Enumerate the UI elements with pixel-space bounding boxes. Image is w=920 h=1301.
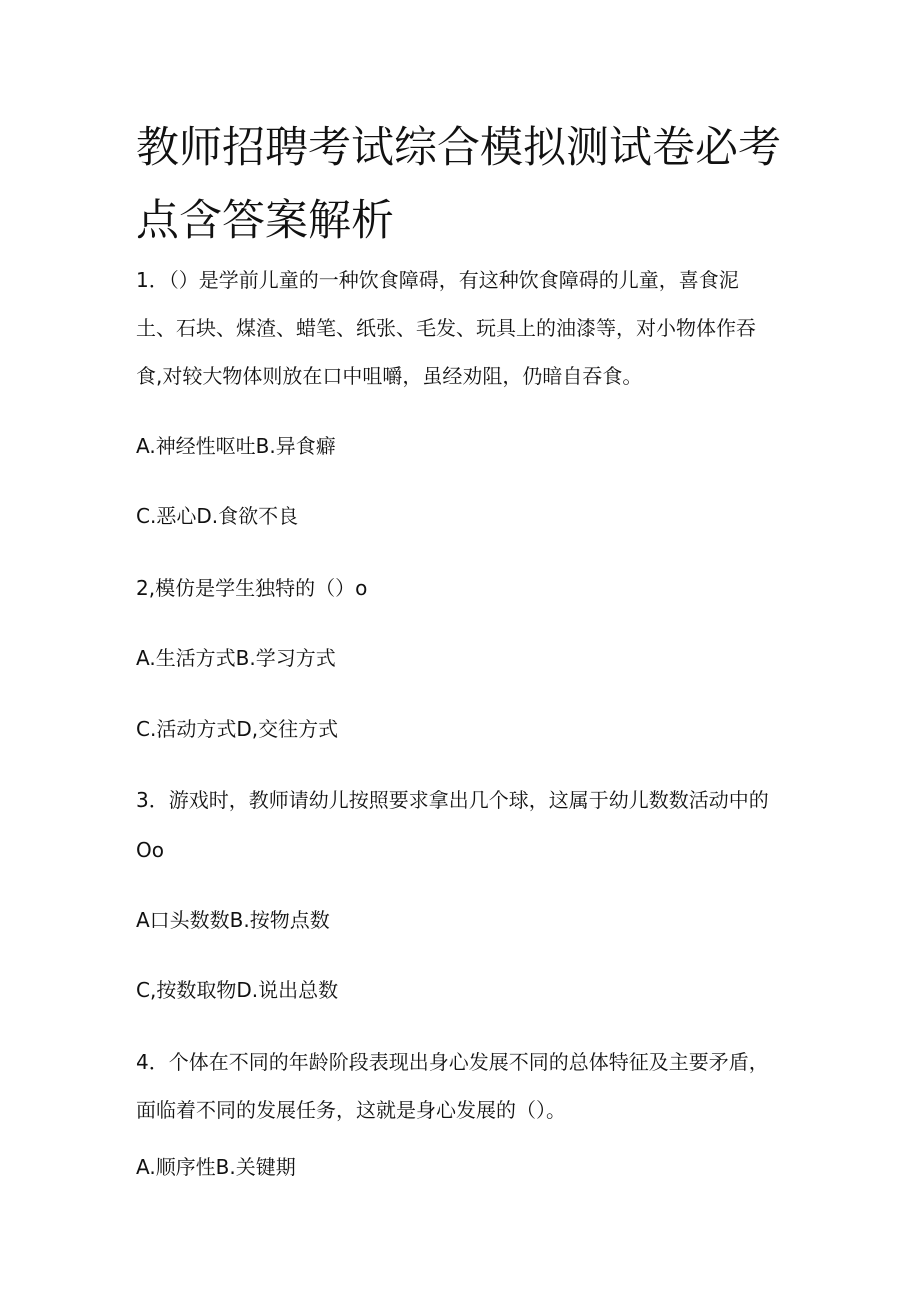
q3-options-ab: A口头数数B.按物点数 [136, 908, 330, 932]
q2-options-cd: C.活动方式D,交往方式 [136, 717, 339, 741]
q4-line-2: 面临着不同的发展任务，这就是身心发展的（）。 [136, 1098, 566, 1122]
q3-line-2: Oo [136, 838, 164, 862]
q4-options-ab: A.顺序性B.关键期 [136, 1155, 296, 1179]
q1-line-3: 食,对较大物体则放在口中咀嚼，虽经劝阻，仍暗自吞食。 [136, 364, 643, 388]
q4-line-1: 4．个体在不同的年龄阶段表现出身心发展不同的总体特征及主要矛盾， [136, 1050, 769, 1074]
q1-options-cd: C.恶心D.食欲不良 [136, 504, 299, 528]
q3-line-1: 3．游戏时，教师请幼儿按照要求拿出几个球，这属于幼儿数数活动中的 [136, 788, 769, 812]
q1-options-ab: A.神经性呕吐B.异食癖 [136, 434, 336, 458]
q1-line-2: 土、石块、煤渣、蜡笔、纸张、毛发、玩具上的油漆等，对小物体作吞 [136, 316, 756, 340]
q2-options-ab: A.生活方式B.学习方式 [136, 646, 336, 670]
q2-line-1: 2,模仿是学生独特的（）o [136, 576, 368, 600]
q3-options-cd: C,按数取物D.说出总数 [136, 978, 339, 1002]
q1-line-1: 1．（）是学前儿童的一种饮食障碍，有这种饮食障碍的儿童，喜食泥 [136, 268, 739, 292]
document-title-line-2: 点含答案解析 [136, 196, 394, 246]
document-title-line-1: 教师招聘考试综合模拟测试卷必考 [136, 123, 781, 173]
